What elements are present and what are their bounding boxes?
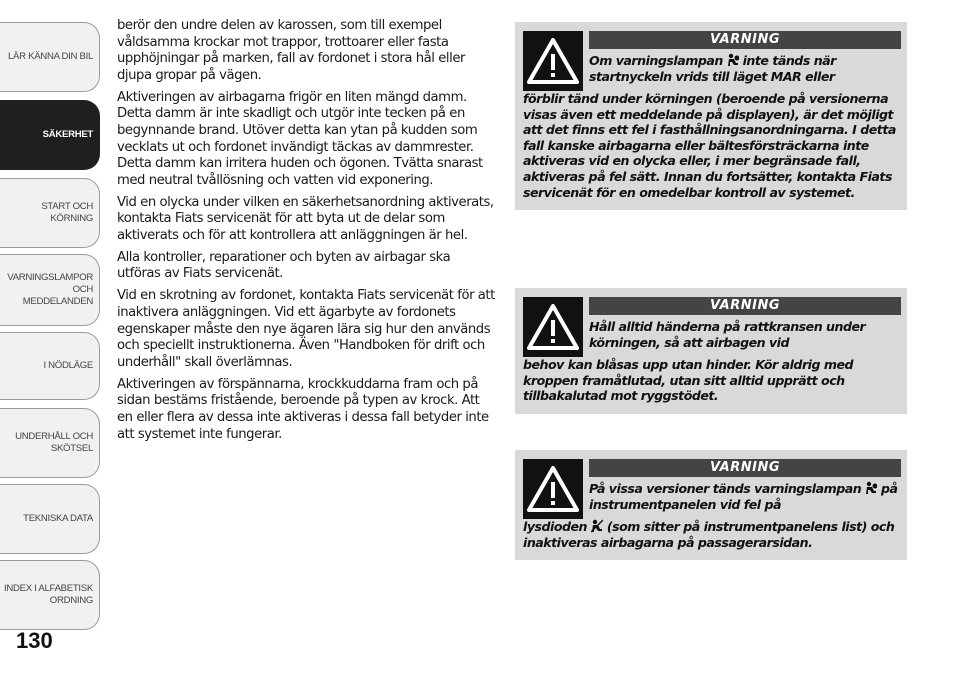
warning-text: inte tänds när startnyckeln vrids till läget MAR eller <box>589 53 836 84</box>
warning-triangle-icon <box>523 459 583 519</box>
airbag-warning-lamp-icon <box>727 53 739 67</box>
warning-text: på instrumentpanelen vid fel på <box>589 481 898 512</box>
passenger-airbag-off-icon <box>591 519 603 533</box>
warning-title: VARNING <box>589 459 901 477</box>
warning-box-1 <box>515 22 907 210</box>
warning-title: VARNING <box>589 297 901 315</box>
body-paragraph: Vid en olycka under vilken en säkerhetsanordning aktiverats, kontakta Fiats servicenät för att byta ut de delar som aktiverats och för att kontrollera att anläggningen är hel. <box>117 194 494 243</box>
warning-text: På vissa versioner tänds varningslampan <box>589 481 862 496</box>
tab-index-i-alfabetisk-ordning[interactable]: INDEX I ALFABETISK ORDNING <box>0 560 100 630</box>
body-paragraph: Aktiveringen av airbagarna frigör en liten mängd damm. Detta damm är inte skadligt och utgör inte tecken på en begynnande brand. Utöver detta kan ytan på kudden som vecklats ut och fordonet invändigt täckas av dammrester. Detta damm kan irritera huden och ögonen. Tvätta snarast med neutral tvållösning och vatten vid exponering. <box>117 89 483 188</box>
warning-text: (som sitter på instrumentpanelens list) och inaktiveras airbagarna på passagerarsidan. <box>523 519 895 550</box>
tab-i-nodlage[interactable]: I NÖDLÄGE <box>0 332 100 400</box>
body-text <box>117 18 497 449</box>
tab-lar-kanna-din-bil[interactable]: LÄR KÄNNA DIN BIL <box>0 22 100 92</box>
tab-tekniska-data[interactable]: TEKNISKA DATA <box>0 484 100 554</box>
tab-start-och-korning[interactable]: START OCH KÖRNING <box>0 178 100 248</box>
warning-text: förblir tänd under körningen (beroende på versionerna visas även ett meddelande på displayen), är det möjligt att det finns ett fel i fasthållningsanordningarna. I detta fall kanske airbagarna eller bältesförsträckarna inte aktiveras vid en olycka eller, i mer begränsade fall, aktiveras på fel sätt. Innan du fortsätter, kontakta Fiats servicenät för en omedelbar kontroll av systemet. <box>523 91 896 200</box>
body-paragraph: Alla kontroller, reparationer och byten av airbagar ska utföras av Fiats servicenät. <box>117 249 451 282</box>
tab-varningslampor[interactable]: VARNINGSLAMPOR OCH MEDDELANDEN <box>0 254 100 326</box>
warning-text: behov kan blåsas upp utan hinder. Kör aldrig med kroppen framåtlutad, utan sitt alltid upprätt och tillbakalutad mot ryggstödet. <box>523 357 854 404</box>
warning-text: Om varningslampan <box>589 53 723 68</box>
body-paragraph: berör den undre delen av karossen, som till exempel våldsamma krockar mot trappor, trottoarer eller fasta upphöjningar på marken, fall av fordonet i stora hål eller djupa gropar på vägen. <box>117 18 465 83</box>
body-paragraph: Vid en skrotning av fordonet, kontakta Fiats servicenät för att inaktivera anläggningen. Vid ett ägarbyte av fordonets egenskaper måste den nye ägaren lära sig hur den används och speciellt instruktionerna. Även "Handboken för drift och underhåll" skall överlämnas. <box>117 288 495 370</box>
tab-underhall-och-skotsel[interactable]: UNDERHÅLL OCH SKÖTSEL <box>0 408 100 478</box>
warning-triangle-icon <box>523 297 583 357</box>
warning-text: Håll alltid händerna på rattkransen under körningen, så att airbagen vid <box>589 319 866 350</box>
warning-triangle-icon <box>523 31 583 91</box>
warning-text: lysdioden <box>523 519 588 534</box>
warning-box-2 <box>515 288 907 414</box>
airbag-warning-lamp-icon <box>865 481 877 495</box>
tab-sakerhet[interactable]: SÄKERHET <box>0 100 100 170</box>
warning-box-3 <box>515 450 907 560</box>
body-paragraph: Aktiveringen av förspännarna, krockkuddarna fram och på sidan bestäms fristående, beroende på typen av krock. Att en eller flera av dessa inte aktiveras i dessa fall betyder inte att systemet inte fungerar. <box>117 376 489 442</box>
warning-title: VARNING <box>589 31 901 49</box>
page-number: 130 <box>16 628 53 653</box>
